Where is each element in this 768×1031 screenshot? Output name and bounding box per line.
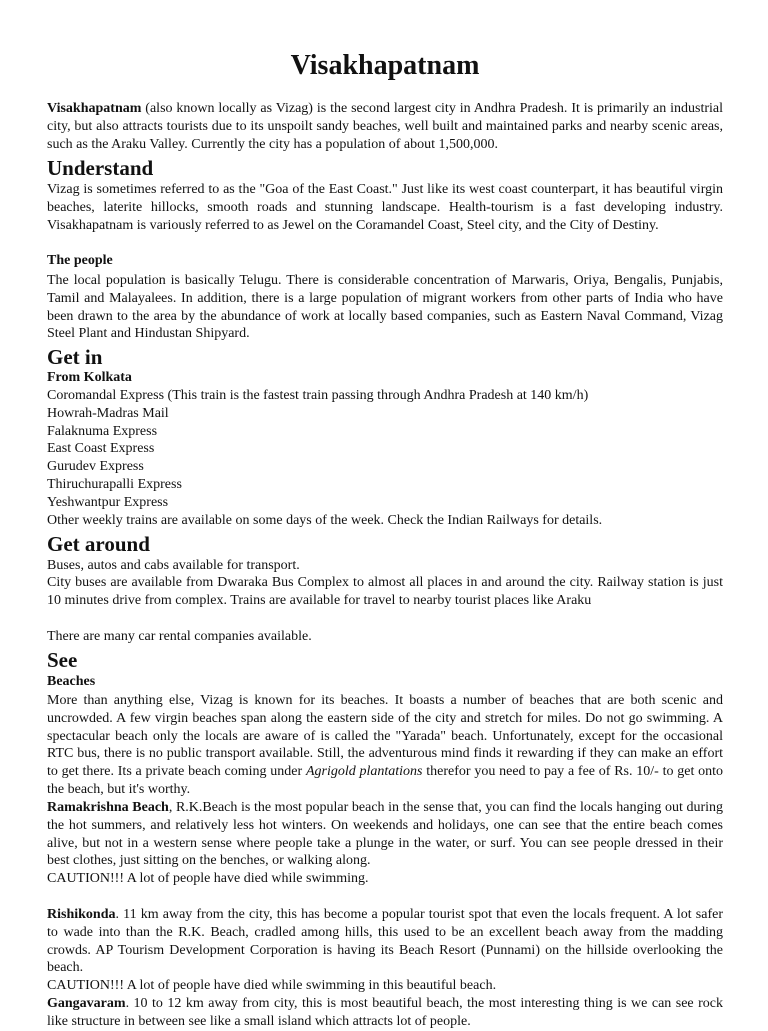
gangavaram-bold: Gangavaram [47, 996, 126, 1011]
gangavaram-text: . 10 to 12 km away from city, this is most beautiful beach, the most interesting thing is we can see rock like structure in between see like a small island which attracts lot of people. [47, 996, 723, 1029]
get-around-line-1: Buses, autos and cabs available for transport. [47, 558, 300, 573]
get-in-note: Other weekly trains are available on some days of the week. Check the Indian Railways for details. [47, 512, 603, 528]
rishikonda-text: . 11 km away from the city, this has become a popular tourist spot that even the locals frequent. A lot safer to wade into than the R.K. Beach, cradled among hills, this used to be an excellent beach away from the madding crowds. AP Tourism Development Corporation is having its Beach Resort (Punnami) on the hillside overlooking the beach. [47, 907, 723, 976]
heading-see: See [47, 648, 78, 672]
ramakrishna-paragraph [47, 799, 723, 870]
gangavaram-paragraph [47, 995, 723, 1031]
heading-get-in: Get in [47, 345, 103, 369]
get-around-line-2: City buses are available from Dwaraka Bus Complex to almost all places in and around the city. Railway station is just 10 minutes drive from complex. Trains are available for travel to nearby tourist places like Araku [47, 575, 723, 608]
list-item: Thiruchurapalli Express [47, 476, 182, 492]
heading-from-kolkata: From Kolkata [47, 370, 132, 385]
rishikonda-caution: CAUTION!!! A lot of people have died while swimming in this beautiful beach. [47, 978, 497, 993]
understand-paragraph: Vizag is sometimes referred to as the "Goa of the East Coast." Just like its west coast counterpart, it has beautiful virgin beaches, laterite hillocks, smooth roads and stunning landscape. Health-tourism is a fast developing industry. Visakhapatnam is variously referred to as Jewel on the Coramandel Coast, Steel city, and the City of Destiny. [47, 182, 723, 233]
rishikonda-bold: Rishikonda [47, 907, 116, 922]
beaches-text-end: therefor you need to pay a fee of Rs. 10/- to get onto the beach, but it's worthy. [47, 764, 723, 797]
ramakrishna-caution: CAUTION!!! A lot of people have died while swimming. [47, 871, 369, 886]
ramakrishna-text: , R.K.Beach is the most popular beach in the sense that, you can find the locals hanging out during the hot summers, and relatively less hot winters. On weekends and holidays, one can see that the entire beach comes alive, but not in a western sense where people take a plunge in the water, or surf. You can see people dressed in their best clothes, just sitting on the benches, or walking along. [47, 800, 723, 869]
list-item: Yeshwantpur Express [47, 494, 169, 510]
page-title: Visakhapatnam [290, 50, 480, 81]
intro-text: (also known locally as Vizag) is the second largest city in Andhra Pradesh. It is primarily an industrial city, but also attracts tourists due to its unspoilt sandy beaches, well built and maintained parks and nearby scenic areas, such as the Araku Valley. Currently the city has a population of about 1,500,000. [47, 101, 723, 152]
list-item: Coromandal Express (This train is the fastest train passing through Andhra Pradesh at 140 km/h) [47, 388, 589, 403]
beaches-paragraph [47, 692, 723, 799]
beaches-text: More than anything else, Vizag is known for its beaches. It boasts a number of beaches that are both scenic and uncrowded. A few virgin beaches span along the eastern side of the city and stretch for miles. Do not go swimming. A spectacular beach only the locals are aware of is called the "Yarada" beach. Unfortunately, except for the occasional RTC bus, there is no public transport available. Still, the adventurous mind finds it rewarding if they can make an effort to get there. Its a private beach coming under [47, 693, 723, 780]
heading-get-around: Get around [47, 532, 150, 556]
beaches-italic: Agrigold plantations [305, 764, 423, 780]
rishikonda-paragraph [47, 906, 723, 977]
intro-paragraph [47, 100, 723, 153]
get-around-line-3: There are many car rental companies available. [47, 629, 312, 644]
list-item: Howrah-Madras Mail [47, 405, 169, 421]
ramakrishna-bold: Ramakrishna Beach [47, 800, 169, 815]
train-list [47, 387, 723, 529]
list-item: East Coast Express [47, 441, 155, 457]
heading-understand: Understand [47, 156, 154, 180]
list-item: Gurudev Express [47, 459, 144, 475]
intro-bold: Visakhapatnam [47, 101, 142, 116]
heading-the-people: The people [47, 253, 113, 268]
heading-beaches: Beaches [47, 674, 96, 689]
list-item: Falaknuma Express [47, 423, 158, 439]
people-paragraph: The local population is basically Telugu. There is considerable concentration of Marwaris, Oriya, Bengalis, Punjabis, Tamil and Malayalees. In addition, there is a large population of migrant workers from other parts of India who have been drawn to the area by the abundance of work at locally based companies, such as Eastern Naval Command, Vizag Steel Plant and Hindustan Shipyard. [47, 273, 723, 342]
